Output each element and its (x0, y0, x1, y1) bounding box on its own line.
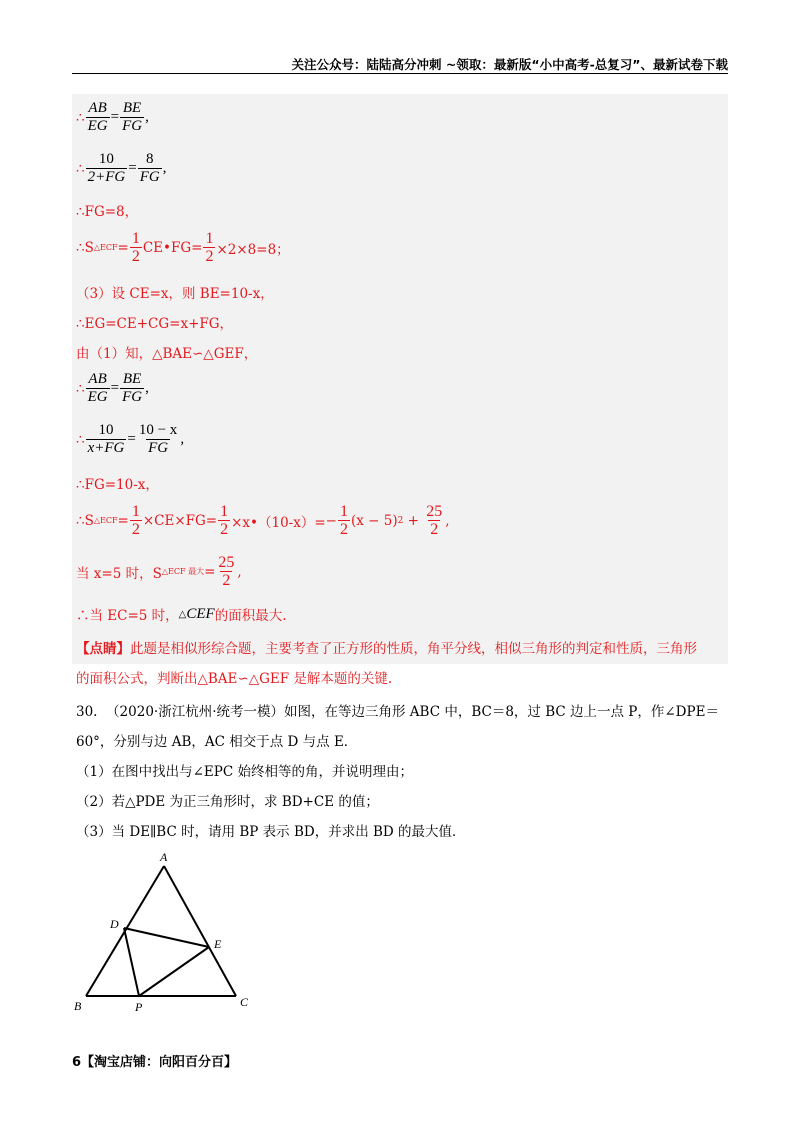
solution-line-9 (76, 422, 184, 457)
numerator: AB (88, 371, 107, 387)
line-text: ∴FG=8， (76, 204, 139, 220)
fraction (424, 503, 444, 538)
equals-sign: = (127, 431, 136, 447)
solution-line-8 (76, 371, 149, 406)
fraction (120, 371, 144, 406)
denominator: 2 (131, 521, 140, 538)
denominator: FG (122, 118, 143, 134)
question-line-2: 60°，分别与边 AB，AC 相交于点 D 与点 E． (76, 734, 358, 750)
numerator: BE (122, 100, 142, 116)
numerator: 1 (220, 503, 229, 520)
page-header: 关注公众号：陆陆高分冲刺 ~领取：最新版“小中高考-总复习”、最新试卷下载 (291, 57, 728, 72)
numerator: 25 (426, 503, 443, 520)
vertex-label-p: P (135, 1000, 143, 1014)
solution-line-13 (76, 604, 287, 624)
line-text: 由（1）知，△BAE∽△GEF， (76, 346, 258, 362)
vertex-label-b: B (74, 999, 82, 1013)
comment-text: 此题是相似形综合题，主要考查了正方形的性质，角平分线，相似三角形的判定和性质，三角形 (130, 641, 697, 657)
punctuation: , (145, 109, 149, 125)
therefore-symbol: ∴ (76, 431, 85, 448)
numerator: AB (88, 100, 107, 116)
denominator: 2 (205, 248, 214, 265)
numerator: 8 (145, 151, 154, 167)
fraction (216, 554, 236, 589)
area-label: ∴S (76, 512, 94, 529)
fraction (86, 100, 110, 135)
solution-line-5 (76, 282, 274, 302)
line-text: ∴当 EC=5 时， (76, 608, 179, 624)
line-text: （3）设 CE=x，则 BE=10-x， (76, 286, 274, 302)
denominator: x+FG (87, 440, 125, 456)
fraction (86, 422, 127, 457)
segment-dp (124, 928, 139, 996)
exponent: 2 (397, 515, 404, 526)
vertex-label-d: D (110, 917, 119, 931)
therefore-symbol: ∴ (76, 109, 85, 126)
question-part-3: （3）当 DE∥BC 时，请用 BP 表示 BD，并求出 BD 的最大值． (76, 824, 466, 840)
squared-term: (x − 5) (350, 512, 398, 529)
numerator: 10 (98, 422, 114, 438)
denominator: 2 (222, 572, 231, 589)
comment-line-1 (76, 637, 697, 657)
equals-sign: = (117, 239, 129, 256)
fraction (137, 422, 179, 457)
line-text: 当 x=5 时，S (76, 565, 162, 582)
equals-sign: = (204, 563, 216, 580)
fraction (130, 503, 142, 538)
solution-line-3 (76, 200, 138, 220)
punctuation: , (237, 563, 242, 580)
equals-sign: = (128, 160, 137, 176)
numerator: 1 (339, 503, 348, 520)
line-text: 的面积最大. (214, 608, 287, 624)
question-part-1: （1）在图中找出与∠EPC 始终相等的角，并说明理由； (76, 764, 413, 780)
minus-sign: − (325, 512, 337, 529)
segment-pe (139, 947, 209, 996)
numerator: 25 (218, 554, 235, 571)
solution-line-10 (76, 473, 159, 493)
header-rule (72, 73, 728, 74)
therefore-symbol: ∴ (76, 380, 85, 397)
fraction (338, 503, 350, 538)
solution-line-7 (76, 342, 257, 362)
page-footer (72, 1051, 237, 1070)
fraction (138, 151, 162, 186)
fraction (86, 371, 110, 406)
equals-sign: = (110, 380, 120, 396)
denominator: 2 (430, 521, 439, 538)
punctuation: , (145, 380, 149, 396)
equals-sign: = (117, 512, 129, 529)
line-text: CE•FG= (142, 239, 203, 256)
fraction (203, 230, 215, 265)
area-subscript: △ECF (93, 516, 118, 525)
line-text: ×CE×FG= (142, 512, 218, 529)
area-subscript: △ECF (93, 243, 118, 252)
fraction (86, 151, 128, 186)
numerator: 1 (131, 503, 140, 520)
denominator: 2 (339, 521, 348, 538)
solution-line-2 (76, 151, 166, 186)
denominator: FG (139, 169, 160, 185)
punctuation: , (180, 431, 185, 447)
numerator: BE (122, 371, 142, 387)
triangle-name: CEF (186, 605, 215, 622)
segment-de (124, 928, 209, 947)
numerator: 10 − x (138, 422, 178, 438)
line-text: ∴FG=10-x， (76, 477, 159, 493)
plus-sign: + (403, 512, 424, 529)
denominator: 2+FG (87, 169, 126, 185)
footer-text: 【淘宝店铺：向阳百分百】 (81, 1055, 238, 1070)
denominator: FG (148, 440, 169, 456)
equals-sign: = (110, 109, 120, 125)
denominator: EG (87, 389, 108, 405)
area-label: ∴S (76, 239, 94, 256)
therefore-symbol: ∴ (76, 160, 85, 177)
numerator: 1 (131, 230, 140, 247)
punctuation: , (162, 160, 167, 176)
page-number: 6 (72, 1055, 82, 1070)
fraction (120, 100, 144, 135)
vertex-label-a: A (160, 850, 168, 864)
area-subscript: △ECF 最大 (161, 567, 205, 576)
vertex-label-c: C (240, 995, 249, 1009)
numerator: 1 (205, 230, 214, 247)
solution-line-11 (76, 503, 450, 538)
solution-line-6 (76, 312, 233, 332)
line-text: ∴EG=CE+CG=x+FG， (76, 316, 234, 332)
line-text: ×2×8=8； (216, 241, 290, 258)
denominator: 2 (131, 248, 140, 265)
denominator: FG (122, 389, 143, 405)
question-part-2: （2）若△PDE 为正三角形时，求 BD+CE 的值； (76, 794, 379, 810)
solution-line-12 (76, 554, 242, 589)
denominator: EG (87, 118, 108, 134)
triangle-figure (72, 848, 272, 1028)
punctuation: , (445, 512, 450, 529)
line-text: ×x•（10-x）= (231, 514, 326, 531)
comment-tag: 【点睛】 (76, 641, 130, 657)
numerator: 10 (98, 151, 114, 167)
question-line-1: 30. （2020·浙江杭州·统考一模）如图，在等边三角形 ABC 中，BC＝8，过 BC 边上一点 P，作∠DPE＝ (76, 704, 719, 720)
comment-text: 的面积公式，判断出△BAE∽△GEF 是解本题的关键. (76, 671, 393, 687)
side-ac (164, 866, 236, 996)
denominator: 2 (220, 521, 229, 538)
vertex-label-e: E (214, 937, 222, 951)
solution-line-1 (76, 100, 149, 135)
fraction (218, 503, 230, 538)
comment-line-2 (76, 667, 392, 687)
fraction (130, 230, 142, 265)
triangle-symbol: △ (178, 608, 187, 620)
solution-line-4 (76, 230, 290, 265)
